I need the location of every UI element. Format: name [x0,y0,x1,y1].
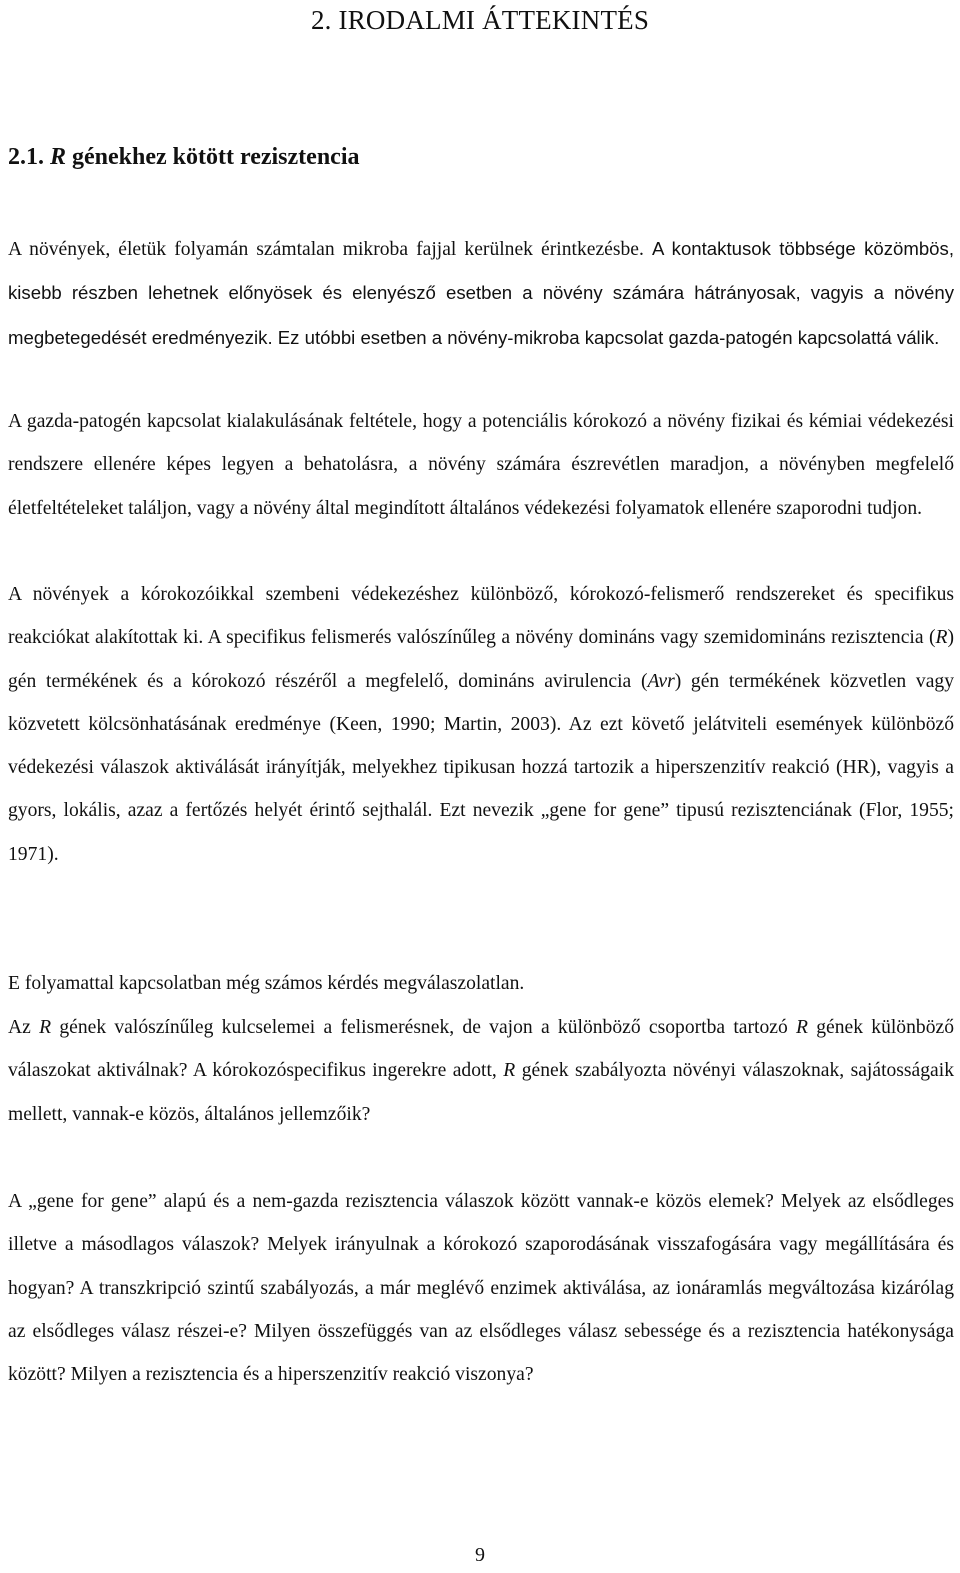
paragraph-recognition [8,573,954,876]
paragraph-intro-body: A kontaktusok többsége közömbös, kisebb részben lehetnek előnyösek és elenyésző esetben a növény számára hátrányosak, vagyis a növény megbetegedését eredményezik. Ez utóbbi esetben a növény-mikroba kapcsolat gazda-patogén kapcsolattá válik. [8,238,954,348]
gene-symbol-r: R [39,1017,52,1038]
gene-symbol-r: R [935,627,948,649]
gene-symbol-avr: Avr [647,670,675,692]
section-title-italic: R [50,144,67,170]
paragraph-intro [8,227,954,360]
text-run: gének különböző válaszokat aktiválnak? A kórokozóspecifikus ingerekre adott, [8,1017,954,1082]
section-number: 2.1. [8,144,44,170]
paragraph-r-genes [8,1006,954,1136]
section-title-text: génekhez kötött rezisztencia [72,144,360,170]
gene-symbol-r: R [503,1060,516,1082]
text-run: ) gén termékének közvetlen vagy közvetett kölcsönhatásának eredménye (Keen, 1990; Martin, 2003). Az ezt követő jelátviteli események különböző védekezési válaszok aktiválását irányítják, melyekhez tipikusan hozzá tartozik a hiperszenzitív reakció (HR), vagyis a gyors, lokális, azaz a fertőzés helyét érintő sejthalál. Ezt nevezik „gene for gene” tipusú rezisztenciának (Flor, 1955; 1971). [8,670,954,865]
page-number: 9 [475,1544,485,1566]
section-heading [8,140,360,174]
paragraph-gene-for-gene-questions: A „gene for gene” alapú és a nem-gazda rezisztencia válaszok között vannak-e közös elemek? Melyek az elsődleges illetve a másodlagos válaszok? Melyek irányulnak a kórokozó szaporodásának visszafogására vagy megállítására és hogyan? A transzkripció szintű szabályozás, a már meglévő enzimek aktiválása, az ionáramlás megváltozása kizárólag az elsődleges válasz részei-e? Milyen összefüggés van az elsődleges válasz sebessége és a rezisztencia hatékonysága között? Milyen a rezisztencia és a hiperszenzitív reakció viszonya? [8,1191,954,1386]
gene-symbol-r: R [796,1017,808,1038]
paragraph-open-questions: E folyamattal kapcsolatban még számos kérdés megválaszolatlan. [8,973,525,994]
text-run: ) gén termékének és a kórokozó részéről a megfelelő, domináns avirulencia ( [8,627,954,692]
text-run: Az [8,1017,40,1038]
text-run: gének valószínűleg kulcselemei a felismerésnek, de vajon a különböző csoportba tartozó [51,1017,796,1038]
paragraph-intro-lead: A növények, életük folyamán számtalan mikroba fajjal kerülnek érintkezésbe. [8,239,644,260]
chapter-title: 2. IRODALMI ÁTTEKINTÉS [310,5,650,35]
paragraph-host-pathogen: A gazda-patogén kapcsolat kialakulásának feltétele, hogy a potenciális kórokozó a növény fizikai és kémiai védekezési rendszere ellenére képes legyen a behatolásra, a növény számára észrevétlen maradjon, a növényben megfelelő életfeltételeket találjon, vagy a növény által megindított általános védekezési folyamatok ellenére szaporodni tudjon. [8,411,954,519]
text-run: A növények a kórokozóikkal szembeni védekezéshez különböző, kórokozó-felismerő rendszereket és specifikus reakciókat alakítottak ki. A specifikus felismerés valószínűleg a növény domináns vagy szemidomináns rezisztencia ( [8,584,954,649]
text-run: gének szabályozta növényi válaszoknak, sajátosságaik mellett, vannak-e közös, általános jellemzőik? [8,1060,954,1125]
